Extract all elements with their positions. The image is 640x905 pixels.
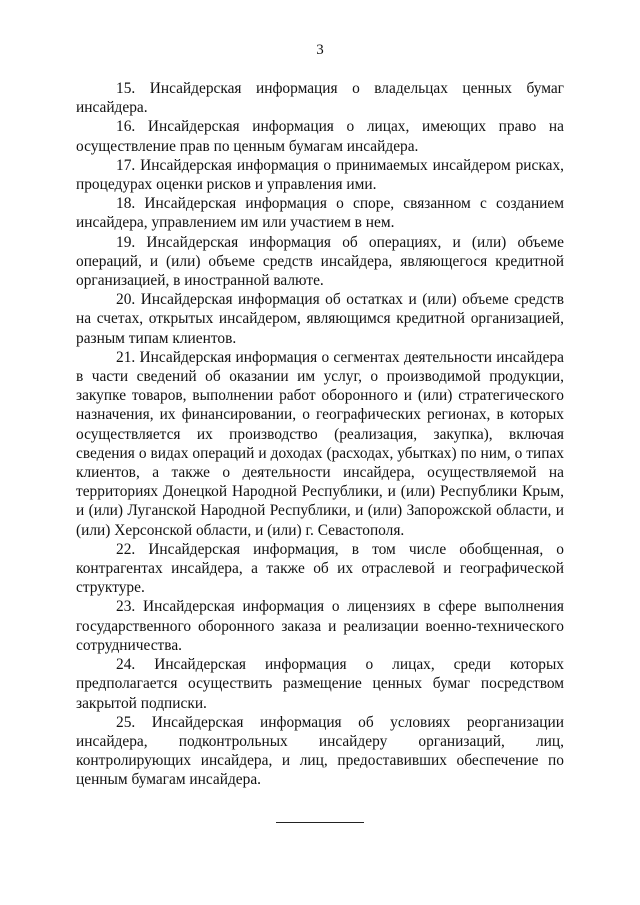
paragraph-20: 20. Инсайдерская информация об остатках и (или) объеме средств на счетах, открытых инсайдером, являющимся кредитной организацией, разным типам клиентов. xyxy=(76,291,564,347)
paragraph-21: 21. Инсайдерская информация о сегментах деятельности инсайдера в части сведений об оказании им услуг, о производимой продукции, закупке товаров, выполнении работ оборонного и (или) стратегического назначения, их финансировании, о географических регионах, в которых осуществляется их производство (реализация, закупка), включая сведения о видах операций и доходах (расходах, убытках) по ним, о типах клиентов, а также о деятельности инсайдера, осуществляемой на территориях Донецкой Народной Республики, и (или) Республики Крым, и (или) Луганской Народной Республики, и (или) Запорожской области, и (или) Херсонской области, и (или) г. Севастополя. xyxy=(76,348,564,539)
document-body xyxy=(76,79,564,790)
end-divider-line xyxy=(276,822,364,823)
paragraph-23: 23. Инсайдерская информация о лицензиях в сфере выполнения государственного оборонного заказа и реализации военно-технического сотрудничества. xyxy=(76,598,564,654)
paragraph-25: 25. Инсайдерская информация об условиях реорганизации инсайдера, подконтрольных инсайдеру организаций, лиц, контролирующих инсайдера, и лиц, предоставивших обеспечение по ценным бумагам инсайдера. xyxy=(76,713,564,789)
paragraph-16: 16. Инсайдерская информация о лицах, имеющих право на осуществление прав по ценным бумагам инсайдера. xyxy=(76,118,564,155)
paragraph-24: 24. Инсайдерская информация о лицах, среди которых предполагается осуществить размещение ценных бумаг посредством закрытой подписки. xyxy=(76,656,564,712)
paragraph-19: 19. Инсайдерская информация об операциях, и (или) объеме операций, и (или) объеме средств инсайдера, являющегося кредитной организацией, в иностранной валюте. xyxy=(76,233,564,290)
paragraph-18: 18. Инсайдерская информация о споре, связанном с созданием инсайдера, управлением им или участием в нем. xyxy=(76,195,564,232)
paragraph-22: 22. Инсайдерская информация, в том числе обобщенная, о контрагентах инсайдера, а также об их отраслевой и географической структуре. xyxy=(76,540,564,597)
paragraph-17: 17. Инсайдерская информация о принимаемых инсайдером рисках, процедурах оценки рисков и управления ими. xyxy=(76,156,564,194)
paragraph-15: 15. Инсайдерская информация о владельцах ценных бумаг инсайдера. xyxy=(76,80,564,117)
page-number: 3 xyxy=(316,42,324,58)
